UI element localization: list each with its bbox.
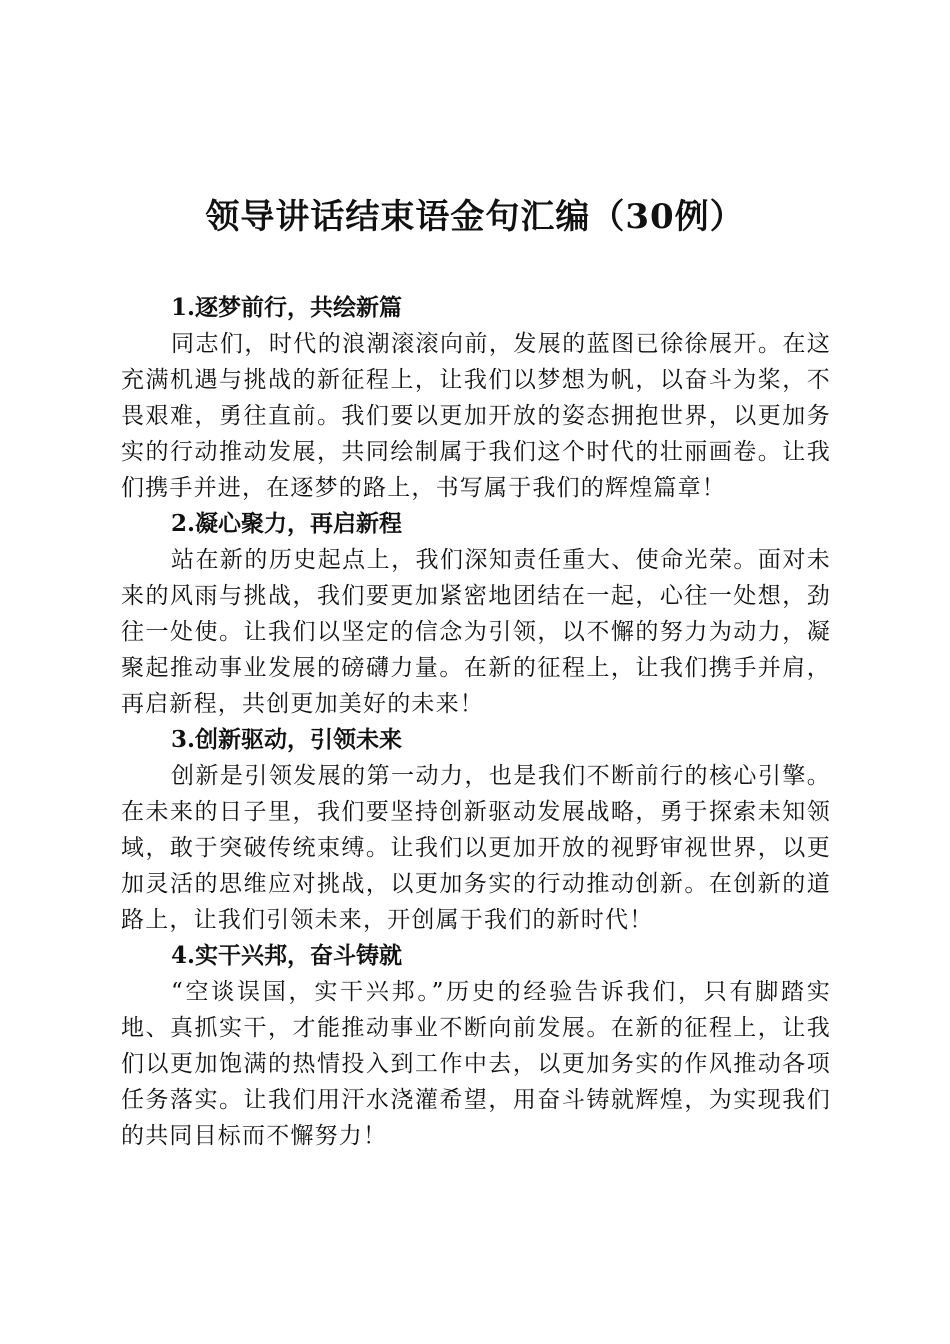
section-4 [121, 938, 831, 1154]
section-paragraph: “空谈误国，实干兴邦。”历史的经验告诉我们，只有脚踏实地、真抓实干，才能推动事业不断向前发展。在新的征程上，让我们以更加饱满的热情投入到工作中去，以更加务实的作风推动各项任务落实。让我们用汗水浇灌希望，用奋斗铸就辉煌，为实现我们的共同目标而不懈努力！ [121, 979, 831, 1149]
document-content [121, 290, 831, 1154]
section-heading: 2.凝心聚力，再启新程 [171, 510, 403, 537]
document-title: 领导讲话结束语金句汇编（30例） [205, 197, 745, 237]
section-paragraph: 站在新的历史起点上，我们深知责任重大、使命光荣。面对未来的风雨与挑战，我们要更加紧密地团结在一起，心往一处想，劲往一处使。让我们以坚定的信念为引领，以不懈的努力为动力，凝聚起推动事业发展的磅礴力量。在新的征程上，让我们携手并肩，再启新程，共创更加美好的未来！ [121, 547, 831, 717]
section-heading: 1.逐梦前行，共绘新篇 [171, 294, 403, 321]
section-heading: 4.实干兴邦，奋斗铸就 [171, 942, 403, 969]
section-paragraph: 同志们，时代的浪潮滚滚向前，发展的蓝图已徐徐展开。在这充满机遇与挑战的新征程上，让我们以梦想为帆，以奋斗为桨，不畏艰难，勇往直前。我们要以更加开放的姿态拥抱世界，以更加务实的行动推动发展，共同绘制属于我们这个时代的壮丽画卷。让我们携手并进，在逐梦的路上，书写属于我们的辉煌篇章！ [121, 331, 831, 501]
section-heading: 3.创新驱动，引领未来 [171, 726, 403, 753]
section-3 [121, 722, 831, 938]
section-1 [121, 290, 831, 506]
section-2 [121, 506, 831, 722]
section-paragraph: 创新是引领发展的第一动力，也是我们不断前行的核心引擎。在未来的日子里，我们要坚持创新驱动发展战略，勇于探索未知领域，敢于突破传统束缚。让我们以更加开放的视野审视世界，以更加灵活的思维应对挑战，以更加务实的行动推动创新。在创新的道路上，让我们引领未来，开创属于我们的新时代！ [121, 763, 831, 933]
